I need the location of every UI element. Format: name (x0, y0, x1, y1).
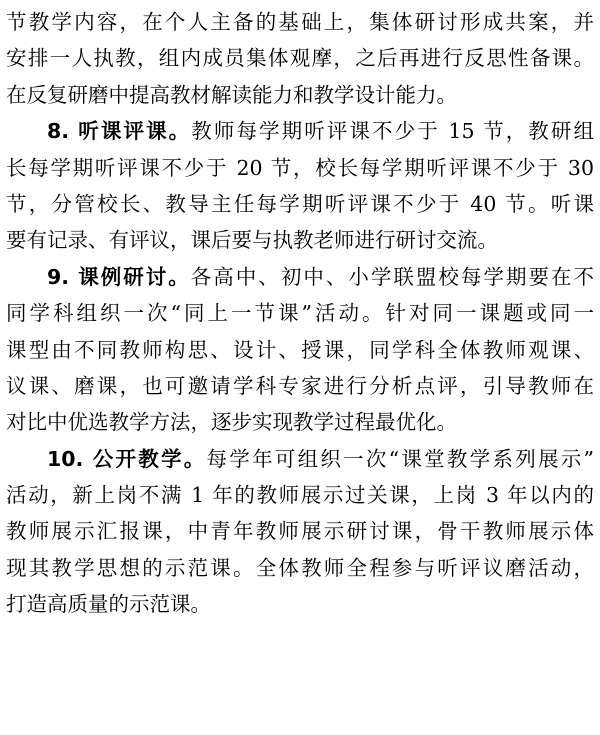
text-line: 课型由不同教师构思、设计、授课，同学科全体教师观课、 (6, 337, 594, 362)
text-line: 对比中优选教学方法，逐步实现教学过程最优化。 (6, 410, 457, 435)
text-segment: 每学年可组织一次“课堂教学系列展示” (206, 446, 594, 471)
paragraph-first-line (6, 259, 594, 295)
section-heading: 10. 公开教学。 (47, 446, 207, 471)
section-9-paragraph (6, 259, 594, 441)
section-10-paragraph (6, 441, 594, 623)
text-line: 节，分管校长、教导主任每学期听评课不少于 40 节。听课 (6, 191, 594, 216)
section-8-paragraph (6, 113, 594, 259)
text-line: 长每学期听评课不少于 20 节，校长每学期听评课不少于 30 (6, 155, 594, 180)
text-line: 教师展示汇报课，中青年教师展示研讨课，骨干教师展示体 (6, 519, 594, 544)
text-line: 安排一人执教，组内成员集体观摩，之后再进行反思性备课。 (6, 46, 594, 71)
text-segment: 教师每学期听评课不少于 15 节，教研组 (191, 119, 594, 144)
text-line: 打造高质量的示范课。 (6, 592, 211, 617)
text-segment: 各高中、初中、小学联盟校每学期要在不 (190, 264, 594, 289)
text-line: 要有记录、有评议，课后要与执教老师进行研讨交流。 (6, 228, 498, 253)
paragraph-first-line (6, 441, 594, 477)
section-heading: 9. 课例研讨。 (47, 264, 191, 289)
section-heading: 8. 听课评课。 (47, 119, 192, 144)
paragraph-first-line (6, 113, 594, 149)
text-line: 同学科组织一次“同上一节课”活动。针对同一课题或同一 (6, 301, 594, 326)
text-line: 活动，新上岗不满 1 年的教师展示过关课，上岗 3 年以内的 (6, 483, 594, 508)
text-line: 节教学内容，在个人主备的基础上，集体研讨形成共案，并 (6, 10, 594, 34)
intro-paragraph (6, 4, 594, 113)
text-line: 现其教学思想的示范课。全体教师全程参与听评议磨活动， (6, 555, 594, 580)
text-line: 在反复研磨中提高教材解读能力和教学设计能力。 (6, 82, 457, 107)
text-line: 议课、磨课，也可邀请学科专家进行分析点评，引导教师在 (6, 373, 594, 398)
